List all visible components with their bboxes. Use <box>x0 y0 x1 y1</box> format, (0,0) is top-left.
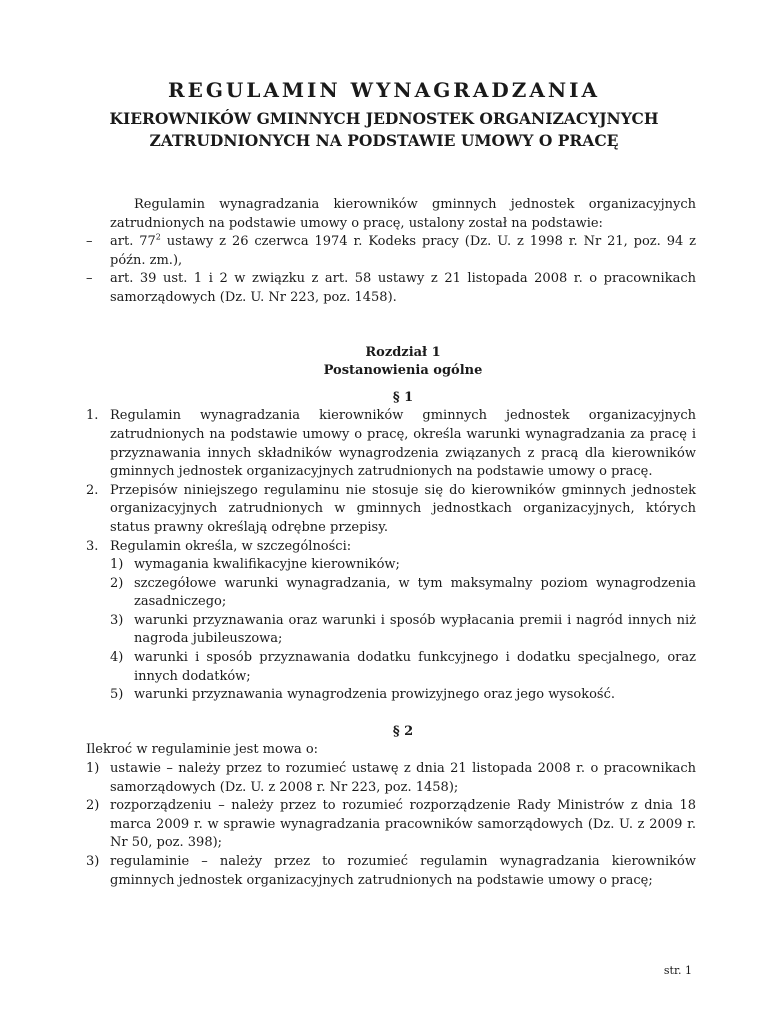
item-number: 2) <box>86 798 100 814</box>
item-text: rozporządzeniu – należy przez to rozumieć rozporządzenie Rady Ministrów z dnia 18 marca 2009 r. w sprawie wynagradzania pracowników samorządowych (Dz. U. z 2009 r. Nr 50, poz. 398); <box>110 798 696 851</box>
subtitle-line: ZATRUDNIONYCH NA PODSTAWIE UMOWY O PRACĘ <box>149 131 619 150</box>
legal-basis-item <box>86 233 696 270</box>
sub-list-item <box>86 575 696 612</box>
item-number: 2. <box>86 482 99 498</box>
sub-item-text: szczegółowe warunki wynagradzania, w tym maksymalny poziom wynagrodzenia zasadniczego; <box>134 575 696 610</box>
item-text: ustawie – należy przez to rozumieć ustawę z dnia 21 listopada 2008 r. o pracownikach samorządowych (Dz. U. z 2008 r. Nr 223, poz. 1458); <box>110 761 696 795</box>
item-text: Regulamin wynagradzania kierowników gminnych jednostek organizacyjnych zatrudnionych na podstawie umowy o pracę, określa warunki wynagradzania za pracę i przyznawania innych składników wynagrodzenia związanych z pracą dla kierowników gminnych jednostek organizacyjnych zatrudnionych na podstawie umowy o pracę. <box>110 408 696 480</box>
list-item <box>86 797 696 853</box>
item-text: Przepisów niniejszego regulaminu nie stosuje się do kierowników gminnych jednostek organizacyjnych zatrudnionych w gminnych jednostkach organizacyjnych, których status prawny określają odrębne przepisy. <box>110 482 696 535</box>
list-item <box>86 407 696 481</box>
page-number: str. 1 <box>663 964 692 977</box>
chapter-title: Postanowienia ogólne <box>323 363 483 379</box>
item-number: 1) <box>86 761 100 777</box>
legal-basis-text: art. 39 ust. 1 i 2 w związku z art. 58 ustawy z 21 listopada 2008 r. o pracownikach samorządowych (Dz. U. Nr 223, poz. 1458). <box>110 271 696 305</box>
dash-marker: – <box>86 271 93 287</box>
sub-item-number: 5) <box>110 687 124 703</box>
list-item <box>86 482 696 538</box>
list-item <box>86 760 696 797</box>
section2-lead: Ilekroć w regulaminie jest mowa o: <box>86 742 319 758</box>
item-text: regulaminie – należy przez to rozumieć regulamin wynagradzania kierowników gminnych jednostek organizacyjnych zatrudnionych na podstawie umowy o pracę; <box>110 854 696 888</box>
sub-item-number: 4) <box>110 650 124 666</box>
item-number: 1. <box>86 408 99 424</box>
sub-list-item <box>86 686 696 705</box>
sub-list-item <box>86 612 696 649</box>
item-text: Regulamin określa, w szczególności: <box>110 538 352 554</box>
sub-list-item <box>86 556 696 575</box>
document-body <box>86 196 696 890</box>
document-subtitle <box>0 108 768 152</box>
section-heading: § 2 <box>392 723 414 739</box>
intro-paragraph: Regulamin wynagradzania kierowników gminnych jednostek organizacyjnych zatrudnionych na podstawie umowy o pracę, ustalony został na podstawie: <box>110 197 696 231</box>
subtitle-line: KIEROWNIKÓW GMINNYCH JEDNOSTEK ORGANIZACYJNYCH <box>109 109 659 128</box>
section2-list <box>86 741 696 890</box>
sub-item-number: 3) <box>110 612 124 628</box>
chapter-number: Rozdział 1 <box>365 344 441 360</box>
section-heading: § 1 <box>392 389 414 405</box>
document-title: REGULAMIN WYNAGRADZANIA <box>167 78 601 102</box>
dash-marker: – <box>86 234 93 250</box>
sub-item-number: 1) <box>110 557 124 573</box>
sub-item-text: warunki przyznawania wynagrodzenia prowizyjnego oraz jego wysokość. <box>134 687 615 703</box>
sub-item-text: wymagania kwalifikacyjne kierowników; <box>134 557 400 573</box>
legal-basis-text: ustawy z 26 czerwca 1974 r. Kodeks pracy (Dz. U. z 1998 r. Nr 21, poz. 94 z późn. zm.), <box>110 234 696 268</box>
sub-item-text: warunki przyznawania oraz warunki i sposób wypłacania premii i nagród innych niż nagroda jubileuszowa; <box>134 612 696 647</box>
superscript: 2 <box>155 232 161 242</box>
item-number: 3. <box>86 538 99 554</box>
list-item <box>86 853 696 890</box>
sub-item-number: 2) <box>110 575 124 591</box>
legal-basis-text: art. 77 <box>110 234 156 250</box>
sub-list-item <box>86 649 696 686</box>
item-number: 3) <box>86 854 100 869</box>
section1-list <box>86 407 696 705</box>
sub-item-text: warunki i sposób przyznawania dodatku funkcyjnego i dodatku specjalnego, oraz innych dodatków; <box>134 650 696 684</box>
list-item <box>86 538 696 557</box>
legal-basis-item <box>86 270 696 307</box>
